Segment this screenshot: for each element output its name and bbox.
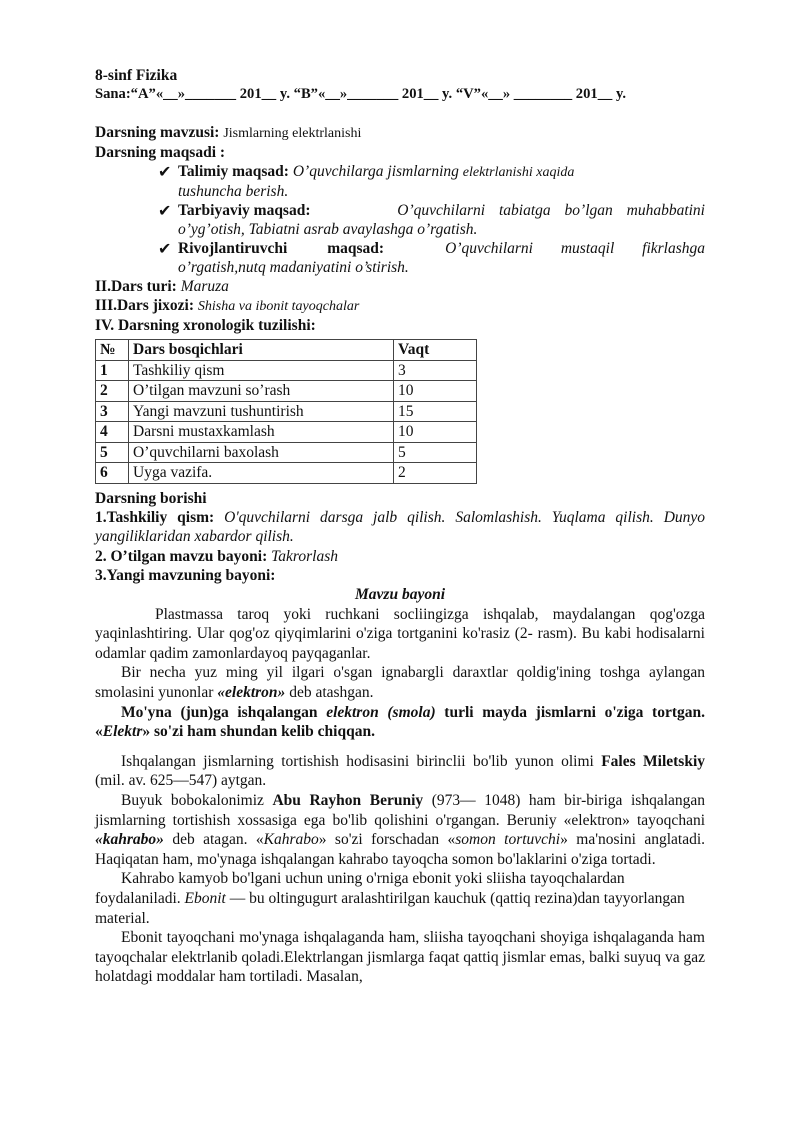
topic-label: Darsning mavzusi: [95,124,220,141]
body-paragraph [95,703,705,742]
table-cell: Uyga vazifa. [129,463,394,484]
paragraph-text: » so'zi forschadan « [318,831,456,849]
term: «elektron» [217,684,286,702]
checkmark-icon: ✔ [158,164,172,181]
body-paragraph: Plastmassa taroq yoki ruchkani socliingizga ishqalab, maydalangan qog'ozga yaqinlashtiring. Ular qog'oz qiyqimlarini o'ziga tortganini ko'rasiz (2- rasm). Bu kabi hodisalarni odamlar qadim zamonlardayoq payqaganlar. [95,605,705,662]
person-name: Fales Miletskiy [601,752,705,770]
person-name: Abu Rayhon Beruniy [272,792,424,810]
table-cell: Darsni mustaxkamlash [129,422,394,443]
table-row [96,401,477,422]
goal-label: Talimiy maqsad: [178,163,289,180]
table-row [96,422,477,443]
goal-text: o’yg’otish, Tabiatni asrab avaylashga o’rgatish. [178,221,478,238]
paragraph-text: Buyuk bobokalonimiz [121,792,264,810]
table-cell: 1 [96,360,129,381]
table-cell: 4 [96,422,129,443]
table-row [96,463,477,484]
table-cell: O’quvchilarni baxolash [129,442,394,463]
goal-text: O’quvchilarni tabiatga bo’lgan muhabbatini [397,202,705,219]
body-paragraph [95,752,705,791]
table-row [96,381,477,402]
equipment-label: III.Dars jixozi: [95,297,195,314]
body-paragraph [95,791,705,869]
table-cell: 5 [96,442,129,463]
lesson-structure-table [95,339,477,484]
paragraph-text: deb atashgan. [289,684,374,702]
body-paragraph [95,869,705,928]
date-line: Sana:“A”«__»_______ 201__ y. “B”«__»_______ 201__ y. “V”«__» ________ 201__ y. [95,86,627,102]
equipment-value: Shisha va ibonit tayoqchalar [197,299,360,314]
goal-item-upbringing [158,201,705,239]
term: «kahrabo» [95,831,164,849]
goals-label: Darsning maqsadi : [95,144,226,161]
paragraph-text: Kahrabo kamyob bo'lgani uchun uning o'rniga ebonit yoki sliisha tayoqchalardan foydalaniladi. [95,870,625,907]
section-subtitle: Mavzu bayoni [355,585,445,603]
paragraph-text: turli mayda jismlarni o'ziga tortgan. « [95,703,705,741]
table-cell: Tashkiliy qism [129,360,394,381]
lesson-type-value: Maruza [180,278,229,295]
equipment-line [95,296,705,316]
goal-text: elektrlanishi xaqida [462,165,575,180]
goal-text: O’quvchilarni mustaqil fikrlashga [445,240,705,257]
table-cell: 15 [394,401,477,422]
structure-label: IV. Darsning xronologik tuzilishi: [95,317,316,334]
checkmark-icon: ✔ [158,241,172,258]
body-paragraph: Ebonit tayoqchani mo'ynaga ishqalaganda ham, sliisha tayoqchani shoyiga ishqalaganda ham tayoqchalar elektrlanib qoladi.Elektrlangan jismlarga faqat qattiq jismlar emas, balki suyuq va gaz holatdagi moddalar ham tortiladi. Masalan, [95,929,705,986]
paragraph-text: » so'zi ham shundan kelib chiqqan. [142,723,375,741]
paragraph-text: (973— 1048) ham bir-biriga ishqalangan jismlarning tortishish xossasiga ega bo'lib qolishini o'rgangan. Beruniy «elektron» tayoqchani [95,792,706,829]
checkmark-icon: ✔ [158,203,172,220]
term: elektron (smola) [326,703,436,721]
paragraph-text: deb atagan. « [172,831,264,849]
table-cell: O’tilgan mavzuni so’rash [129,381,394,402]
table-cell: 6 [96,463,129,484]
goal-item-educational [158,162,705,201]
table-cell: 3 [96,401,129,422]
step-text: Takrorlash [271,547,339,565]
paragraph-text: — bu oltingugurt aralashtirilgan kauchuk (qattiq rezina)dan tayyorlangan material. [95,890,685,927]
goal-text: tushuncha berish. [178,183,289,200]
lesson-type-line [95,277,705,296]
table-cell: 2 [394,463,477,484]
table-header-row [96,340,477,361]
topic-line [95,123,705,143]
goal-text: O’quvchilarga jismlarning [292,163,459,180]
table-header-cell: Vaqt [394,340,477,361]
table-row [96,360,477,381]
table-cell: 10 [394,381,477,402]
paragraph-text: (mil. av. 625—547) aytgan. [95,772,267,790]
term: Ebonit [184,890,226,907]
procedure-step-1 [95,508,705,547]
paragraph-text: » ma'nosini anglatadi. Haqiqatan ham, mo'ynaga ishqalangan kahrabo tayoqcha somon bo'laklarini o'ziga tortadi. [95,831,706,868]
table-cell: 10 [394,422,477,443]
goal-label: Rivojlantiruvchi maqsad: [178,240,385,257]
grade-subject: 8-sinf Fizika [95,67,178,84]
table-header-cell: № [96,340,129,361]
term: Elektr [102,723,143,741]
lesson-plan-page [95,66,705,987]
table-cell: 3 [394,360,477,381]
step-label: 2. O’tilgan mavzu bayoni: [95,547,268,565]
term: somon tortuvchi [455,831,561,849]
term: Kahrabo [263,831,319,849]
paragraph-text: Bir necha yuz ming yil ilgari o'sgan ignabargli daraxtlar qoldig'ining toshga aylangan smolasini yunonlar [95,664,705,702]
body-paragraph [95,663,705,702]
lesson-type-label: II.Dars turi: [95,278,177,295]
paragraph-text: Ishqalangan jismlarning tortishish hodisasini birinclii bo'lib yunon olimi [121,752,594,770]
procedure-title: Darsning borishi [95,489,207,507]
step-label: 1.Tashkiliy qism: [95,508,215,526]
table-cell: 5 [394,442,477,463]
procedure-step-2 [95,547,705,566]
table-cell: 2 [96,381,129,402]
table-row [96,442,477,463]
step-text: O'quvchilarni darsga jalb qilish. Salomlashish. Yuqlama qilish. Dunyo yangiliklaridan xabardor qilish. [95,508,706,546]
table-header-cell: Dars bosqichlari [129,340,394,361]
goal-item-developmental [158,239,705,277]
topic-value: Jismlarning elektrlanishi [223,126,362,141]
goal-text: o’rgatish,nutq madaniyatini o’stirish. [178,259,409,276]
goal-label: Tarbiyaviy maqsad: [178,202,311,219]
paragraph-text: Mo'yna (jun)ga ishqalangan [121,703,318,721]
table-cell: Yangi mavzuni tushuntirish [129,401,394,422]
procedure-step-3: 3.Yangi mavzuning bayoni: [95,566,276,584]
